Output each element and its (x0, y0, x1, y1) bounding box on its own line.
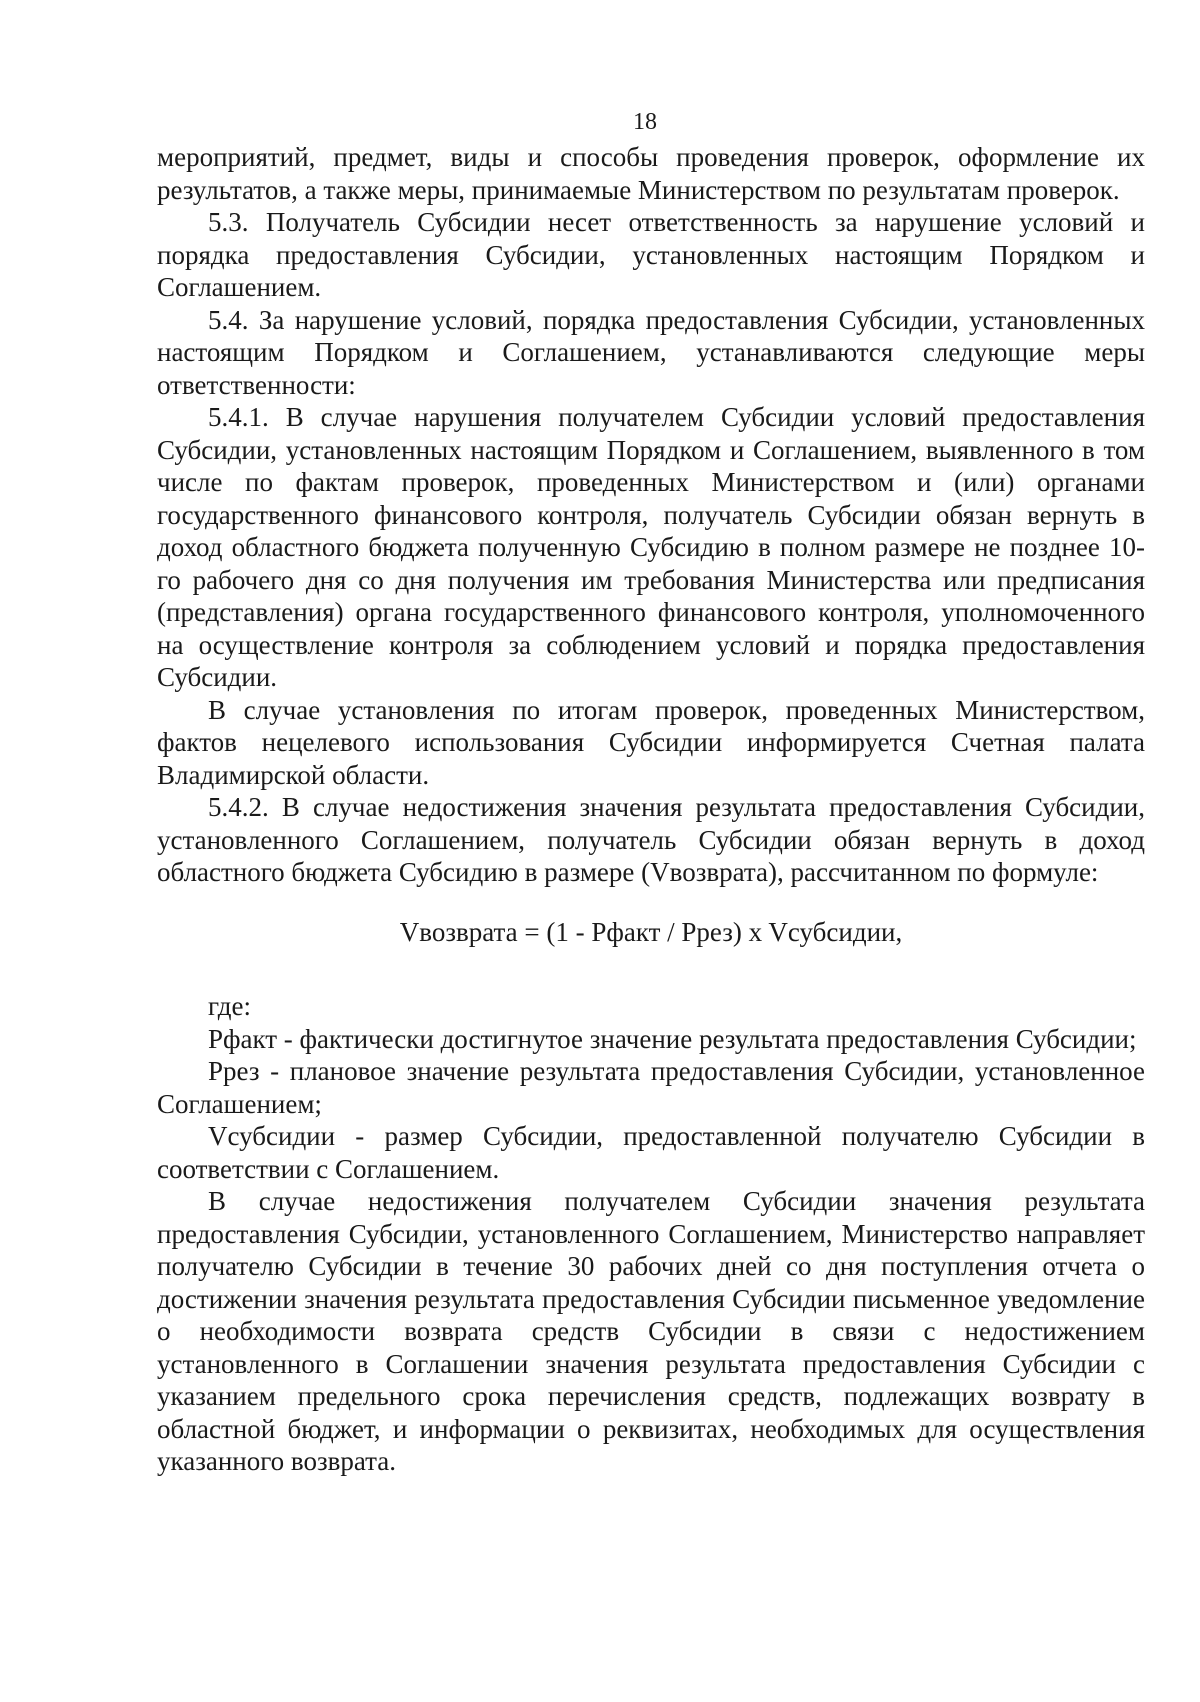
paragraph-audit-chamber: В случае установления по итогам проверок, проведенных Министерством, фактов нецелевого использования Субсидии информируется Счетная палата Владимирской области. (157, 694, 1145, 790)
definition-pfact: Рфакт - фактически достигнутое значение результата предоставления Субсидии; (208, 1023, 1137, 1054)
page-number: 18 (633, 109, 657, 135)
where-label: где: (208, 991, 251, 1021)
paragraph-notification: В случае недостижения получателем Субсидии значения результата предоставления Субсидии, установленного Соглашением, Министерство направляет получателю Субсидии в течение 30 рабочих дней со дня поступления отчета о достижении значения результата предоставления Субсидии письменное уведомление о необходимости возврата средств Субсидии в связи с недостижением установленного в Соглашении значения результата предоставления Субсидии с указанием предельного срока перечисления средств, подлежащих возврату в областной бюджет, и информации о реквизитах, необходимых для осуществления указанного возврата. (157, 1186, 1145, 1476)
refund-formula: Vвозврата = (1 - Рфакт / Ррез) x Vсубсидии, (399, 916, 903, 947)
definition-prez: Ррез - плановое значение результата предоставления Субсидии, установленное Соглашением; (157, 1056, 1145, 1119)
paragraph-5-3: 5.3. Получатель Субсидии несет ответственность за нарушение условий и порядка предоставления Субсидии, установленных настоящим Порядком и Соглашением. (157, 207, 1145, 302)
paragraph-5-4: 5.4. За нарушение условий, порядка предоставления Субсидии, установленных настоящим Порядком и Соглашением, устанавливаются следующие меры ответственности: (157, 304, 1145, 400)
definition-vsubsidy: Vсубсидии - размер Субсидии, предоставленной получателю Субсидии в соответствии с Соглашением. (157, 1121, 1145, 1184)
paragraph-continuation: мероприятий, предмет, виды и способы проведения проверок, оформление их результатов, а также меры, принимаемые Министерством по результатам проверок. (157, 142, 1145, 205)
document-body (157, 141, 1145, 1478)
paragraph-5-4-2: 5.4.2. В случае недостижения значения результата предоставления Субсидии, установленного Соглашением, получатель Субсидии обязан вернуть в доход областного бюджета Субсидию в размере (Vвозврата), рассчитанном по формуле: (157, 792, 1145, 887)
paragraph-5-4-1: 5.4.1. В случае нарушения получателем Субсидии условий предоставления Субсидии, установленных настоящим Порядком и Соглашением, выявленного в том числе по фактам проверок, проведенных Министерством и (или) органами государственного финансового контроля, получатель Субсидии обязан вернуть в доход областного бюджета полученную Субсидию в полном размере не позднее 10-го рабочего дня со дня получения им требования Министерства или предписания (представления) органа государственного финансового контроля, уполномоченного на осуществление контроля за соблюдением условий и порядка предоставления Субсидии. (157, 402, 1145, 692)
